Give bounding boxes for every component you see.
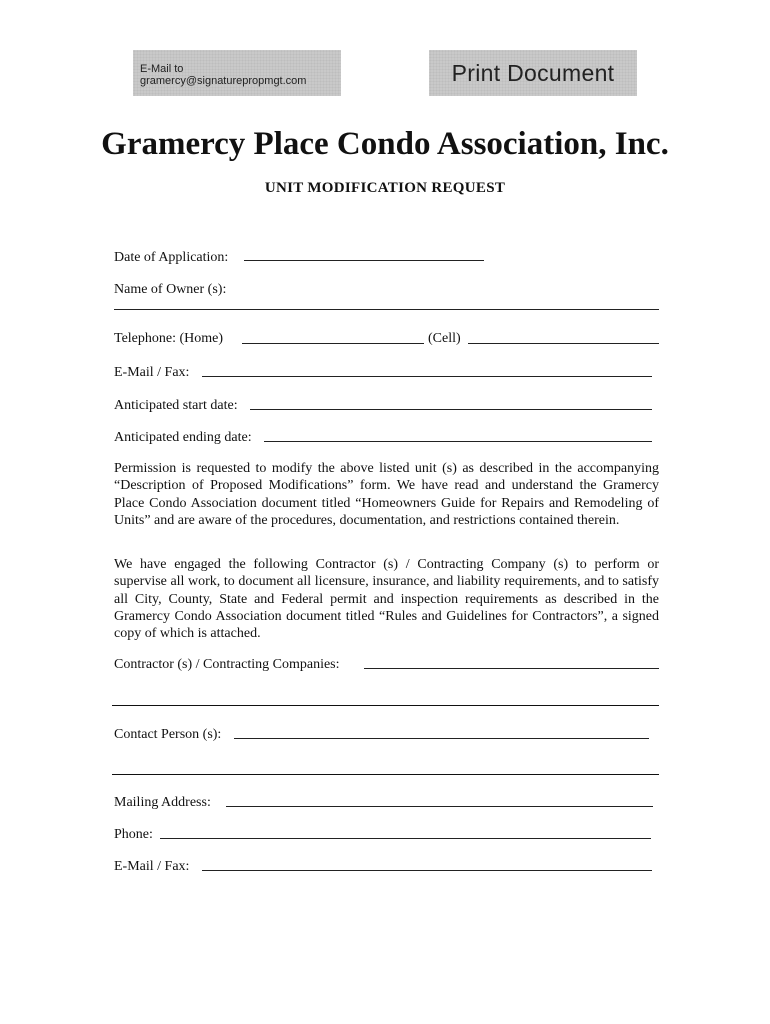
contact-email-fax-field[interactable] xyxy=(202,870,652,871)
contractors-label: Contractor (s) / Contracting Companies: xyxy=(114,657,340,672)
telephone-cell-field[interactable] xyxy=(468,343,659,344)
print-document-button[interactable] xyxy=(429,50,637,96)
phone-label: Phone: xyxy=(114,827,153,842)
telephone-cell-label: (Cell) xyxy=(428,331,461,346)
print-button-label: Print Document xyxy=(451,59,615,86)
form-subtitle: UNIT MODIFICATION REQUEST xyxy=(264,180,506,196)
mailing-address-label: Mailing Address: xyxy=(114,795,211,810)
contact-email-fax-label: E-Mail / Fax: xyxy=(114,859,190,874)
date-of-application-field[interactable] xyxy=(244,260,484,261)
contractor-engagement-paragraph: We have engaged the following Contractor (s) / Contracting Company (s) to perform or supervise all work, to document all licensure, insurance, and liability requirements, and to satisfy all City, County, State and Federal permit and inspection requirements as described in the Gramercy Condo Association document titled “Rules and Guidelines for Contractors”, a signed copy of which is attached. xyxy=(114,557,659,642)
start-date-field[interactable] xyxy=(250,409,652,410)
email-fax-label: E-Mail / Fax: xyxy=(114,365,190,380)
telephone-home-field[interactable] xyxy=(242,343,424,344)
email-button[interactable] xyxy=(133,50,341,96)
permission-paragraph: Permission is requested to modify the above listed unit (s) as described in the accompanying “Description of Proposed Modifications” form. We have read and understand the Gramercy Place Condo Association document titled “Homeowners Guide for Repairs and Remodeling of Units” and are aware of the procedures, documentation, and restrictions contained therein. xyxy=(114,461,659,528)
contractors-field[interactable] xyxy=(364,668,659,669)
contractors-extra-line[interactable] xyxy=(112,705,659,706)
owner-name-label: Name of Owner (s): xyxy=(114,282,227,297)
telephone-home-label: Telephone: (Home) xyxy=(114,331,224,346)
contact-person-extra-line[interactable] xyxy=(112,774,659,775)
end-date-field[interactable] xyxy=(264,441,652,442)
contact-person-label: Contact Person (s): xyxy=(114,727,222,742)
start-date-label: Anticipated start date: xyxy=(114,398,238,413)
phone-field[interactable] xyxy=(160,838,651,839)
date-of-application-label: Date of Application: xyxy=(114,250,229,265)
email-button-label: E-Mail to gramercy@signaturepropmgt.com xyxy=(140,63,307,87)
page-title: Gramercy Place Condo Association, Inc. xyxy=(101,126,669,162)
email-fax-field[interactable] xyxy=(202,376,652,377)
owner-name-field[interactable] xyxy=(114,309,659,310)
mailing-address-field[interactable] xyxy=(226,806,653,807)
contact-person-field[interactable] xyxy=(234,738,649,739)
end-date-label: Anticipated ending date: xyxy=(114,430,252,445)
